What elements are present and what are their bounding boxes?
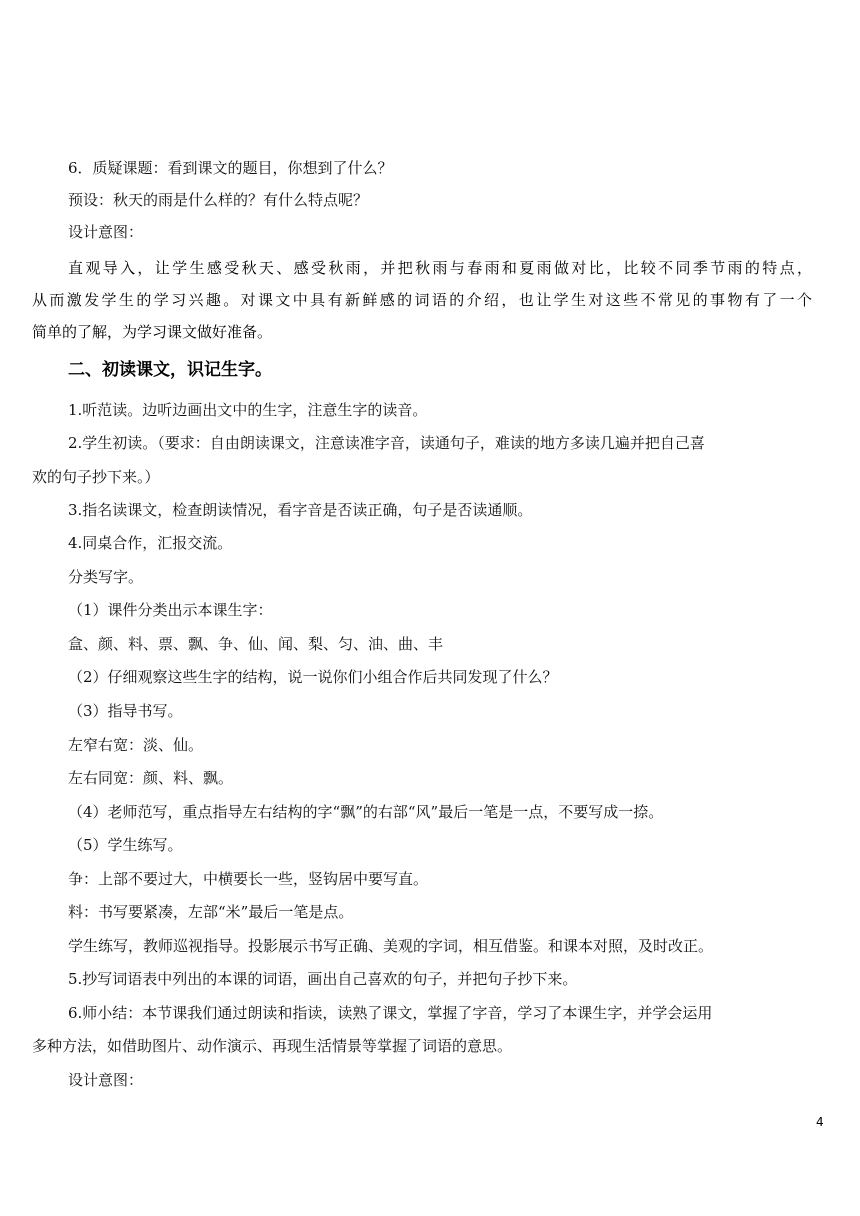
step-1: 1.听范读。边听边画出文中的生字，注意生字的读音。: [68, 401, 428, 419]
new-characters-list: 盒、颜、料、票、飘、争、仙、闻、梨、匀、油、曲、丰: [68, 635, 444, 653]
step-2-line-2: 欢的句子抄下来。）: [32, 468, 160, 486]
step-6-line-2: 多种方法，如借助图片、动作演示、再现生活情景等掌握了词语的意思。: [32, 1037, 513, 1055]
point-1: （1）课件分类出示本课生字：: [68, 601, 273, 619]
step-3: 3.指名读课文，检查朗读情况，看字音是否读正确，句子是否读通顺。: [68, 501, 533, 519]
step-2-line-1: 2.学生初读。（要求：自由朗读课文，注意读准字音，读通句子，难读的地方多读几遍并把自己喜: [68, 434, 705, 452]
preset-text: 预设：秋天的雨是什么样的？有什么特点呢？: [68, 191, 369, 209]
intro-paragraph-line-1: 直观导入，让学生感受秋天、感受秋雨，并把秋雨与春雨和夏雨做对比，比较不同季节雨的特点，: [68, 259, 812, 277]
section-heading: 二、初读课文，识记生字。: [68, 360, 272, 380]
practice-text: 学生练写，教师巡视指导。投影展示书写正确、美观的字词，相互借鉴。和课本对照，及时改正。: [68, 937, 714, 955]
point-3: （3）指导书写。: [68, 702, 183, 720]
step-4-subtitle: 分类写字。: [68, 568, 144, 586]
equal-width-left-right: 左右同宽：颜、料、飘。: [68, 769, 234, 787]
step-4: 4.同桌合作，汇报交流。: [68, 534, 233, 552]
page-number: 4: [816, 1115, 824, 1129]
liao-guidance: 料：书写要紧凑，左部“米”最后一笔是点。: [68, 903, 354, 921]
step-6-line-1: 6.师小结：本节课我们通过朗读和指读，读熟了课文，掌握了字音，学习了本课生字，并学会运用: [68, 1004, 713, 1022]
question-title-step: 6．质疑课题：看到课文的题目，你想到了什么？: [68, 159, 393, 177]
narrow-left-wide-right: 左窄右宽：淡、仙。: [68, 736, 204, 754]
point-5: （5）学生练写。: [68, 836, 183, 854]
step-5: 5.抄写词语表中列出的本课的词语，画出自己喜欢的句子，并把句子抄下来。: [68, 970, 578, 988]
design-intent-label: 设计意图：: [68, 223, 144, 241]
point-4: （4）老师范写，重点指导左右结构的字“飘”的右部“风”最后一笔是一点，不要写成一捺。: [68, 803, 664, 821]
zheng-guidance: 争：上部不要过大，中横要长一些，竖钩居中要写直。: [68, 870, 429, 888]
intro-paragraph-line-2: 从而激发学生的学习兴趣。对课文中具有新鲜感的词语的介绍，也让学生对这些不常见的事物有了一个: [32, 291, 812, 309]
intro-paragraph-line-3: 简单的了解，为学习课文做好准备。: [32, 323, 273, 341]
design-intent-label-2: 设计意图：: [68, 1071, 144, 1089]
point-2: （2）仔细观察这些生字的结构，说一说你们小组合作后共同发现了什么？: [68, 668, 558, 686]
